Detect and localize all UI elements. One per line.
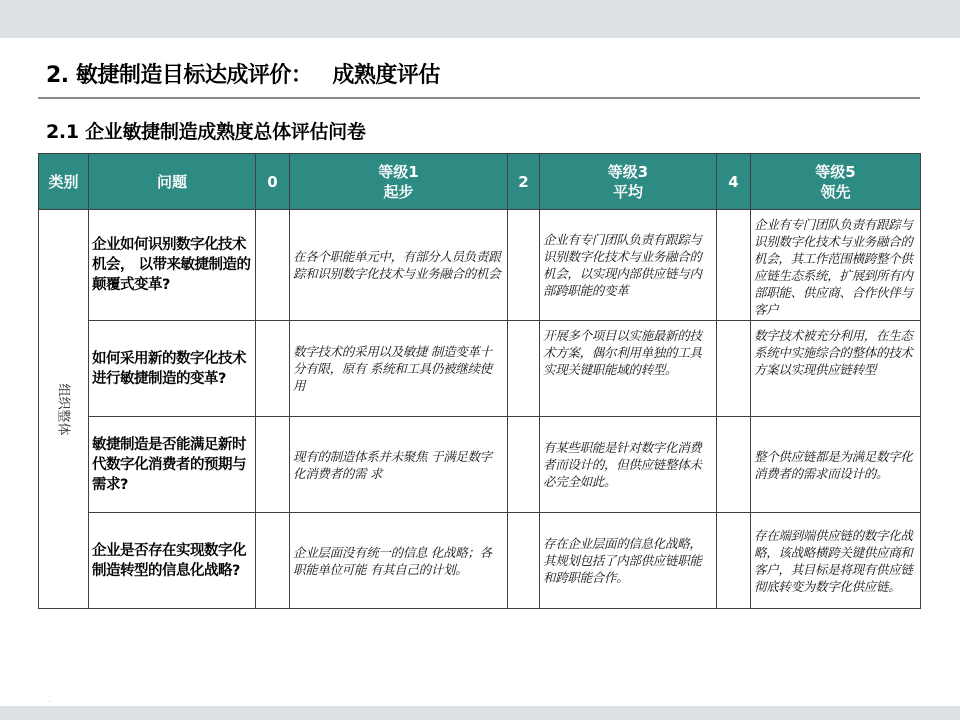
level-1-cell: 现有的制造体系并未聚焦 于满足数字化消费者的需 求 [290, 417, 508, 513]
header-level-3-label: 等级3 [607, 162, 649, 181]
top-bar [0, 0, 960, 38]
level-5-cell: 整个供应链都是为满足数字化消费者的需求而设计的。 [751, 417, 921, 513]
header-level-3 [540, 154, 717, 210]
page-title-sub: 成熟度评估 [332, 63, 440, 88]
question-cell: 如何采用新的数字化技术进行敏捷制造的变革? [89, 321, 256, 417]
level-4-cell [717, 513, 751, 609]
header-level-5-label: 等级5 [815, 162, 856, 181]
table-row [39, 513, 921, 609]
level-3-cell: 开展多个项目以实施最新的技术方案，偶尔利用单独的工具实现关键职能域的转型。 [540, 321, 717, 417]
level-5-cell: 存在端到端供应链的数字化战略，该战略横跨关键供应商和客户，其目标是将现有供应链彻底转变为数字化供应链。 [751, 513, 921, 609]
header-level-1-label: 等级1 [378, 162, 419, 181]
question-cell: 敏捷制造是否能满足新时代数字化消费者的预期与需求? [89, 417, 256, 513]
maturity-survey-table [38, 153, 921, 609]
table-row [39, 321, 921, 417]
level-2-cell [508, 210, 540, 321]
header-level-2: 2 [508, 154, 540, 210]
header-level-1-sub: 起步 [383, 182, 414, 201]
title-divider [38, 97, 920, 99]
question-cell: 企业是否存在实现数字化制造转型的信息化战略? [89, 513, 256, 609]
section-subtitle: 2.1 企业敏捷制造成熟度总体评估问卷 [46, 121, 366, 143]
level-0-cell [256, 513, 290, 609]
header-category: 类别 [39, 154, 89, 210]
category-cell [39, 210, 89, 609]
table-header-row [39, 154, 921, 210]
level-0-cell [256, 210, 290, 321]
level-4-cell [717, 321, 751, 417]
level-1-cell: 在各个职能单元中，有部分人员负责跟踪和识别数字化技术与业务融合的机会 [290, 210, 508, 321]
bottom-bar [0, 706, 960, 720]
header-level-1 [290, 154, 508, 210]
question-cell: 企业如何识别数字化技术机会， 以带来敏捷制造的颠覆式变革? [89, 210, 256, 321]
page-title-main: 2. 敏捷制造目标达成评价： [46, 63, 313, 88]
header-level-3-sub: 平均 [612, 182, 643, 201]
header-question: 问题 [89, 154, 256, 210]
header-level-0: 0 [256, 154, 290, 210]
level-2-cell [508, 417, 540, 513]
level-3-cell: 有某些职能是针对数字化消费者而设计的，但供应链整体未必完全如此。 [540, 417, 717, 513]
level-5-cell: 企业有专门团队负责有跟踪与识别数字化技术与业务融合的机会，其工作范围横跨整个供应链生态系统，扩展到所有内部职能、供应商、合作伙伴与客户 [751, 210, 921, 321]
table-row [39, 210, 921, 321]
level-1-cell: 数字技术的采用以及敏捷 制造变革十分有限，原有 系统和工具仍被继续使用 [290, 321, 508, 417]
level-4-cell [717, 417, 751, 513]
level-2-cell [508, 321, 540, 417]
level-2-cell [508, 513, 540, 609]
header-level-4: 4 [717, 154, 751, 210]
level-4-cell [717, 210, 751, 321]
footer-dot: . [49, 697, 51, 704]
table-row [39, 417, 921, 513]
level-0-cell [256, 417, 290, 513]
level-3-cell: 存在企业层面的信息化战略，其规划包括了内部供应链职能和跨职能合作。 [540, 513, 717, 609]
header-level-5-sub: 领先 [820, 182, 851, 201]
level-5-cell: 数字技术被充分利用，在生态系统中实施综合的整体的技术方案以实现供应链转型 [751, 321, 921, 417]
level-0-cell [256, 321, 290, 417]
category-label: 组织整体 [55, 382, 71, 436]
level-3-cell: 企业有专门团队负责有跟踪与识别数字化技术与业务融合的机会，以实现内部供应链与内部跨职能的变革 [540, 210, 717, 321]
level-1-cell: 企业层面没有统一的信息 化战略；各职能单位可能 有其自己的计划。 [290, 513, 508, 609]
header-level-5 [751, 154, 921, 210]
page-title [46, 58, 440, 89]
